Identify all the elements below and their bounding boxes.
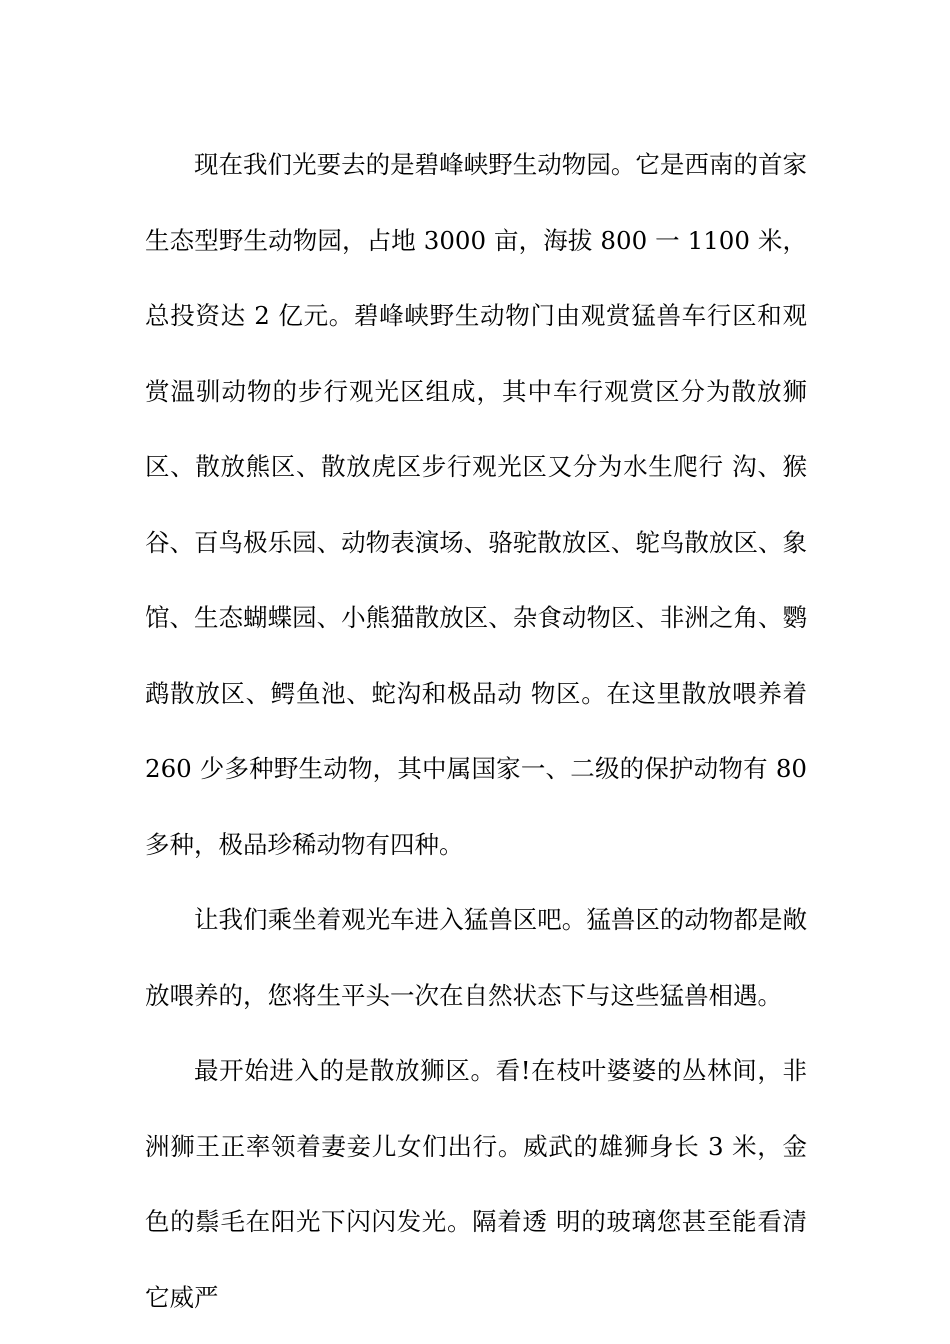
document-body: [145, 127, 807, 1335]
paragraph: 现在我们光要去的是碧峰峡野生动物园。它是西南的首家生态型野生动物园，占地 3000 亩，海拔 800 一 1100 米，总投资达 2 亿元。碧峰峡野生动物门由观赏猛兽车行区和观赏温驯动物的步行观光区组成，其中车行观赏区分为散放狮区、散放熊区、散放虎区步行观光区又分为水生爬行 沟、猴谷、百鸟极乐园、动物表演场、骆驼散放区、鸵鸟散放区、象馆、生态蝴蝶园、小熊猫散放区、杂食动物区、非洲之角、鹦鹉散放区、鳄鱼池、蛇沟和极品动 物区。在这里散放喂养着 260 少多种野生动物，其中属国家一、二级的保护动物有 80 多种，极品珍稀动物有四种。: [145, 150, 807, 859]
paragraph: 最开始进入的是散放狮区。看!在枝叶婆婆的丛林间，非洲狮王正率领着妻妾儿女们出行。威武的雄狮身长 3 米，金色的鬃毛在阳光下闪闪发光。隔着透 明的玻璃您甚至能看清它威严: [145, 1056, 807, 1312]
paragraph: 让我们乘坐着观光车进入猛兽区吧。猛兽区的动物都是敞放喂养的，您将生平头一次在自然状态下与这些猛兽相遇。: [145, 905, 807, 1010]
